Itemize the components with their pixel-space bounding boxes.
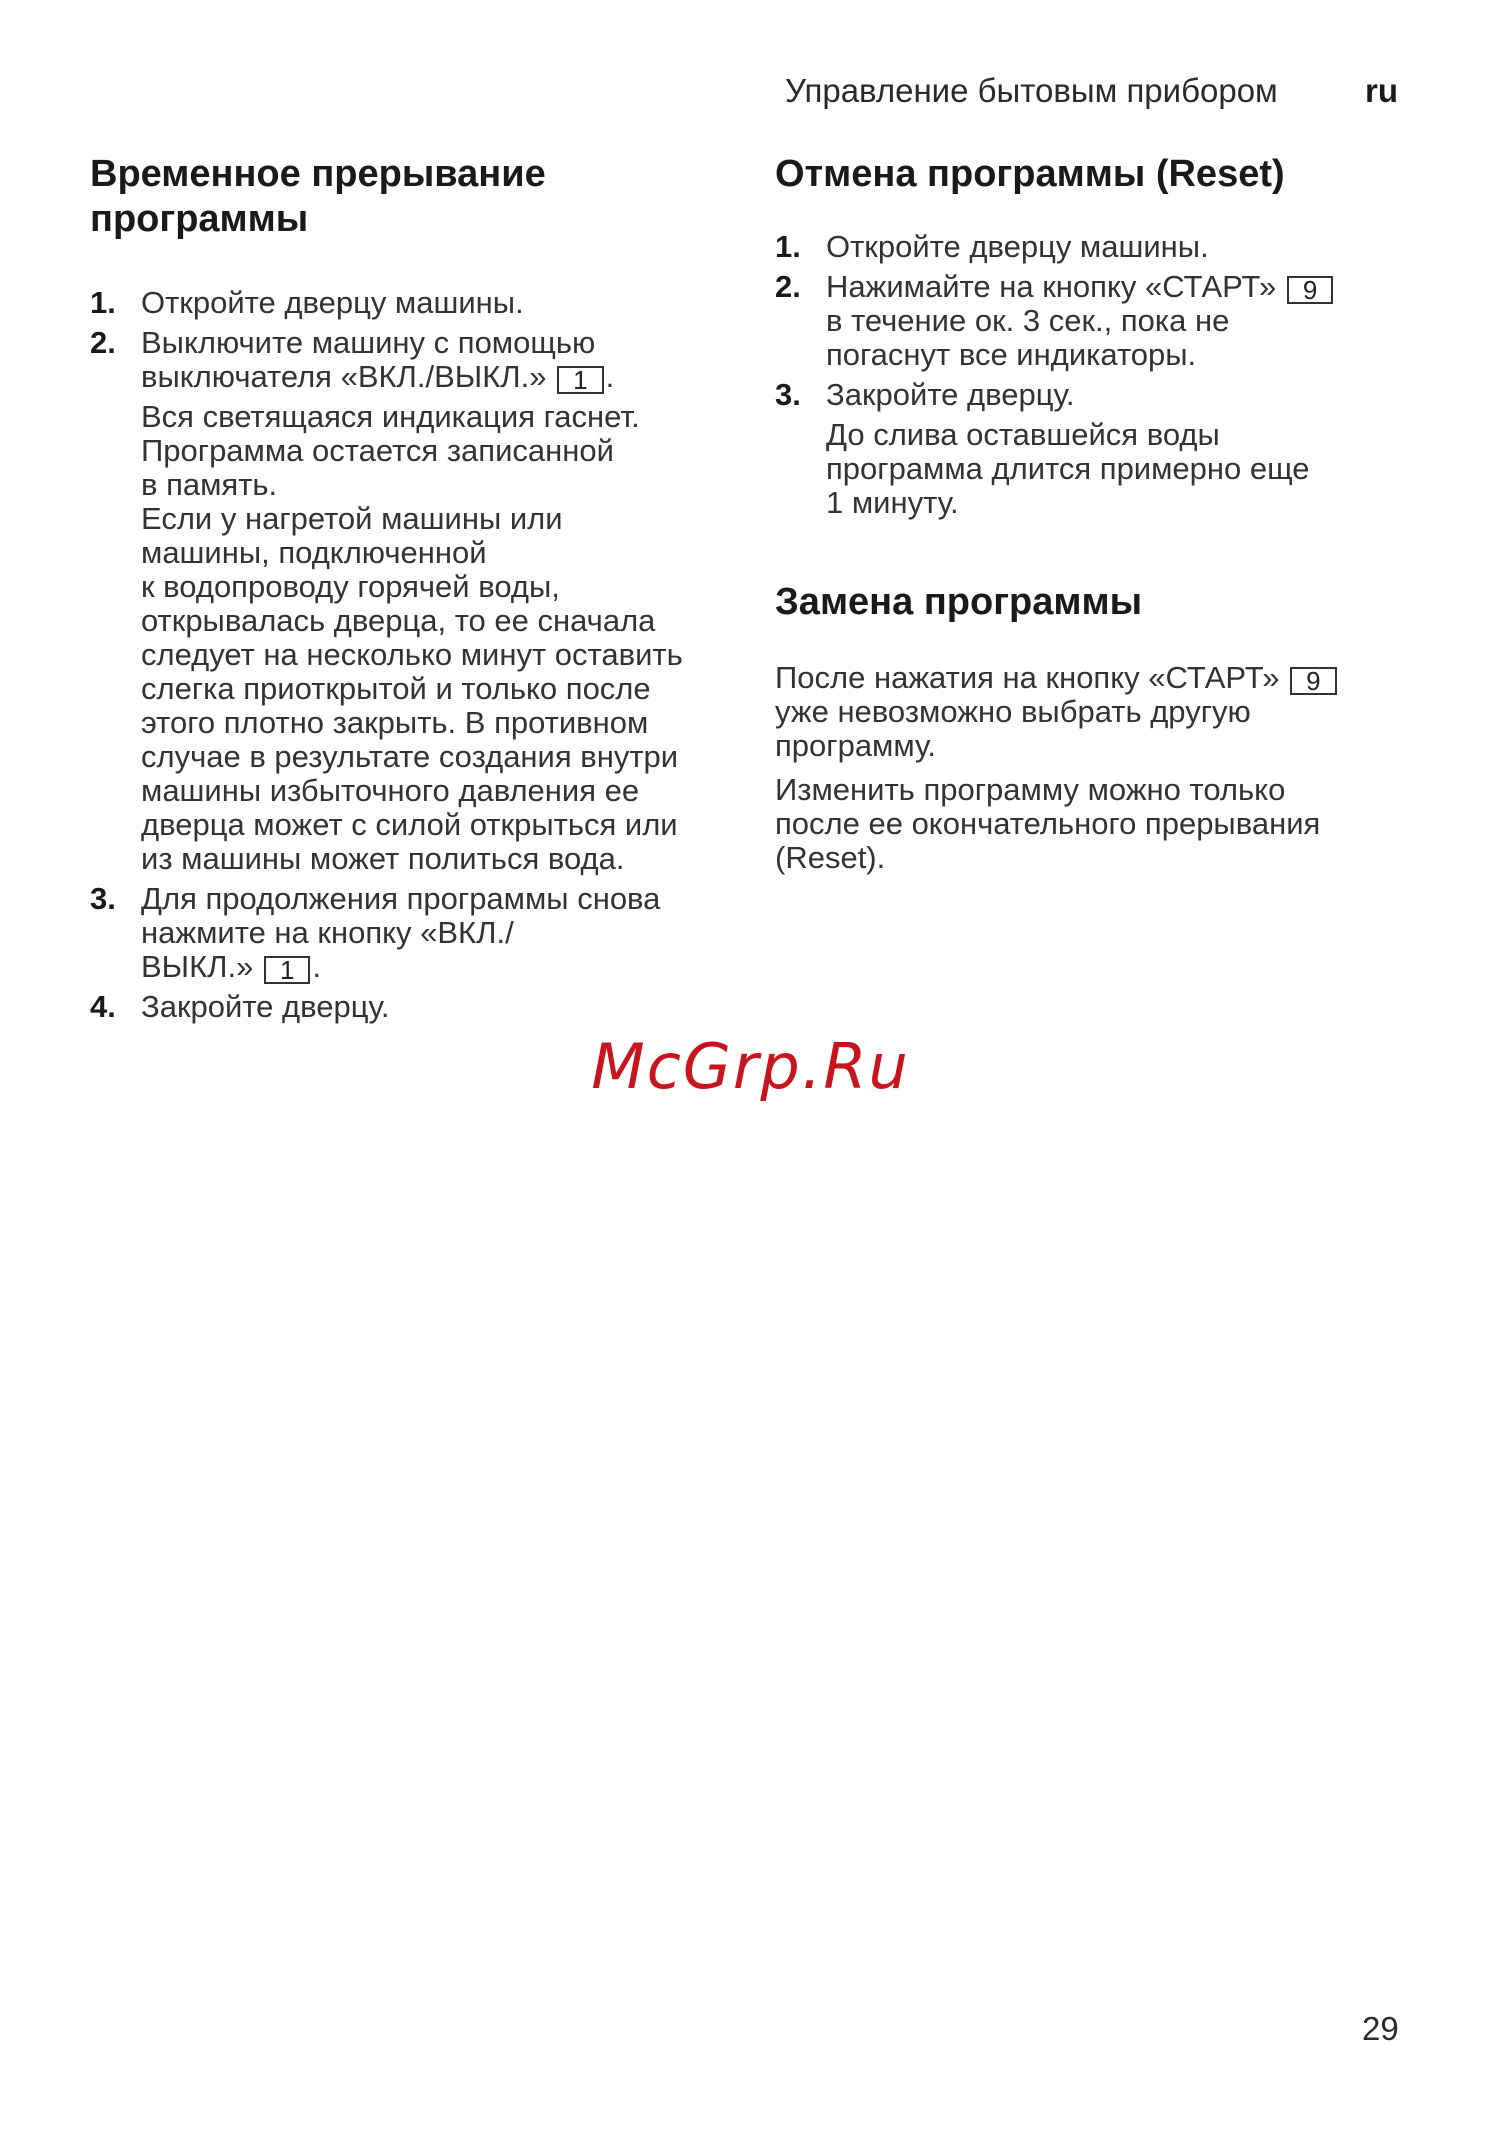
key-reference-box: 1 bbox=[557, 366, 603, 394]
note-line: следует на несколько минут оставить bbox=[141, 637, 683, 672]
note-line: открывалась дверца, то ее сначала bbox=[141, 603, 656, 638]
watermark-logo: McGrp.Ru bbox=[591, 1030, 910, 1103]
step-number: 2. bbox=[775, 269, 801, 304]
pause-steps bbox=[90, 286, 710, 1024]
para-line: программу. bbox=[775, 728, 937, 763]
para-line: после ее окончательного прерывания bbox=[775, 806, 1321, 841]
page-number: 29 bbox=[1362, 2010, 1399, 2047]
para-line: (Reset). bbox=[775, 840, 886, 875]
step-number: 2. bbox=[90, 325, 116, 360]
key-reference-box: 9 bbox=[1287, 276, 1333, 304]
step-text: ВЫКЛ.» bbox=[141, 949, 254, 984]
note-line: До слива оставшейся воды bbox=[826, 417, 1220, 452]
step-item bbox=[775, 378, 1395, 520]
section-heading-change: Замена программы bbox=[775, 581, 1143, 623]
note-line: Программа остается записанной bbox=[141, 433, 614, 468]
step-punct: . bbox=[605, 359, 615, 394]
note-line: из машины может политься вода. bbox=[141, 841, 625, 876]
note-line: дверца может с силой открыться или bbox=[141, 807, 678, 842]
step-number: 4. bbox=[90, 989, 116, 1024]
step-text: Откройте дверцу машины. bbox=[141, 285, 524, 320]
step-note bbox=[141, 400, 710, 876]
note-line: программа длится примерно еще bbox=[826, 451, 1310, 486]
note-line: в память. bbox=[141, 467, 278, 502]
note-line: Вся светящаяся индикация гаснет. bbox=[141, 399, 640, 434]
step-item bbox=[90, 286, 710, 320]
reset-steps bbox=[775, 230, 1395, 520]
step-note bbox=[826, 418, 1395, 520]
note-line: к водопроводу горячей воды, bbox=[141, 569, 560, 604]
para-line: Изменить программу можно только bbox=[775, 772, 1286, 807]
step-item bbox=[90, 326, 710, 876]
step-text: выключателя «ВКЛ./ВЫКЛ.» bbox=[141, 359, 547, 394]
step-item bbox=[775, 230, 1395, 264]
step-text: Закройте дверцу. bbox=[826, 377, 1075, 412]
key-reference-box: 1 bbox=[264, 956, 310, 984]
header-title: Управление бытовым прибором bbox=[785, 72, 1278, 109]
left-column bbox=[90, 152, 710, 1024]
change-paragraph-2 bbox=[775, 773, 1395, 875]
step-number: 3. bbox=[775, 377, 801, 412]
step-number: 3. bbox=[90, 881, 116, 916]
para-line: После нажатия на кнопку «СТАРТ» bbox=[775, 660, 1280, 695]
step-item bbox=[775, 270, 1395, 372]
change-paragraph-1 bbox=[775, 661, 1395, 763]
note-line: машины избыточного давления ее bbox=[141, 773, 640, 808]
header-lang-code: ru bbox=[1365, 72, 1398, 109]
step-text: погаснут все индикаторы. bbox=[826, 337, 1197, 372]
section-heading-reset: Отмена программы (Reset) bbox=[775, 153, 1285, 195]
para-line: уже невозможно выбрать другую bbox=[775, 694, 1251, 729]
note-line: случае в результате создания внутри bbox=[141, 739, 679, 774]
step-item bbox=[90, 990, 710, 1024]
step-text: Для продолжения программы снова bbox=[141, 881, 661, 916]
section-heading-pause bbox=[90, 152, 710, 242]
right-column bbox=[775, 152, 1395, 875]
page-header bbox=[0, 72, 1501, 112]
step-number: 1. bbox=[775, 229, 801, 264]
step-text: Откройте дверцу машины. bbox=[826, 229, 1209, 264]
heading-line: программы bbox=[90, 198, 309, 240]
step-text: Закройте дверцу. bbox=[141, 989, 390, 1024]
note-line: этого плотно закрыть. В противном bbox=[141, 705, 649, 740]
step-punct: . bbox=[312, 949, 322, 984]
step-number: 1. bbox=[90, 285, 116, 320]
heading-line: Временное прерывание bbox=[90, 153, 546, 195]
step-item bbox=[90, 882, 710, 984]
note-line: машины, подключенной bbox=[141, 535, 487, 570]
step-text: нажмите на кнопку «ВКЛ./ bbox=[141, 915, 514, 950]
step-text: Выключите машину с помощью bbox=[141, 325, 596, 360]
note-line: слегка приоткрытой и только после bbox=[141, 671, 651, 706]
step-text: Нажимайте на кнопку «СТАРТ» bbox=[826, 269, 1277, 304]
note-line: Если у нагретой машины или bbox=[141, 501, 563, 536]
key-reference-box: 9 bbox=[1290, 667, 1336, 695]
step-text: в течение ок. 3 сек., пока не bbox=[826, 303, 1230, 338]
note-line: 1 минуту. bbox=[826, 485, 959, 520]
